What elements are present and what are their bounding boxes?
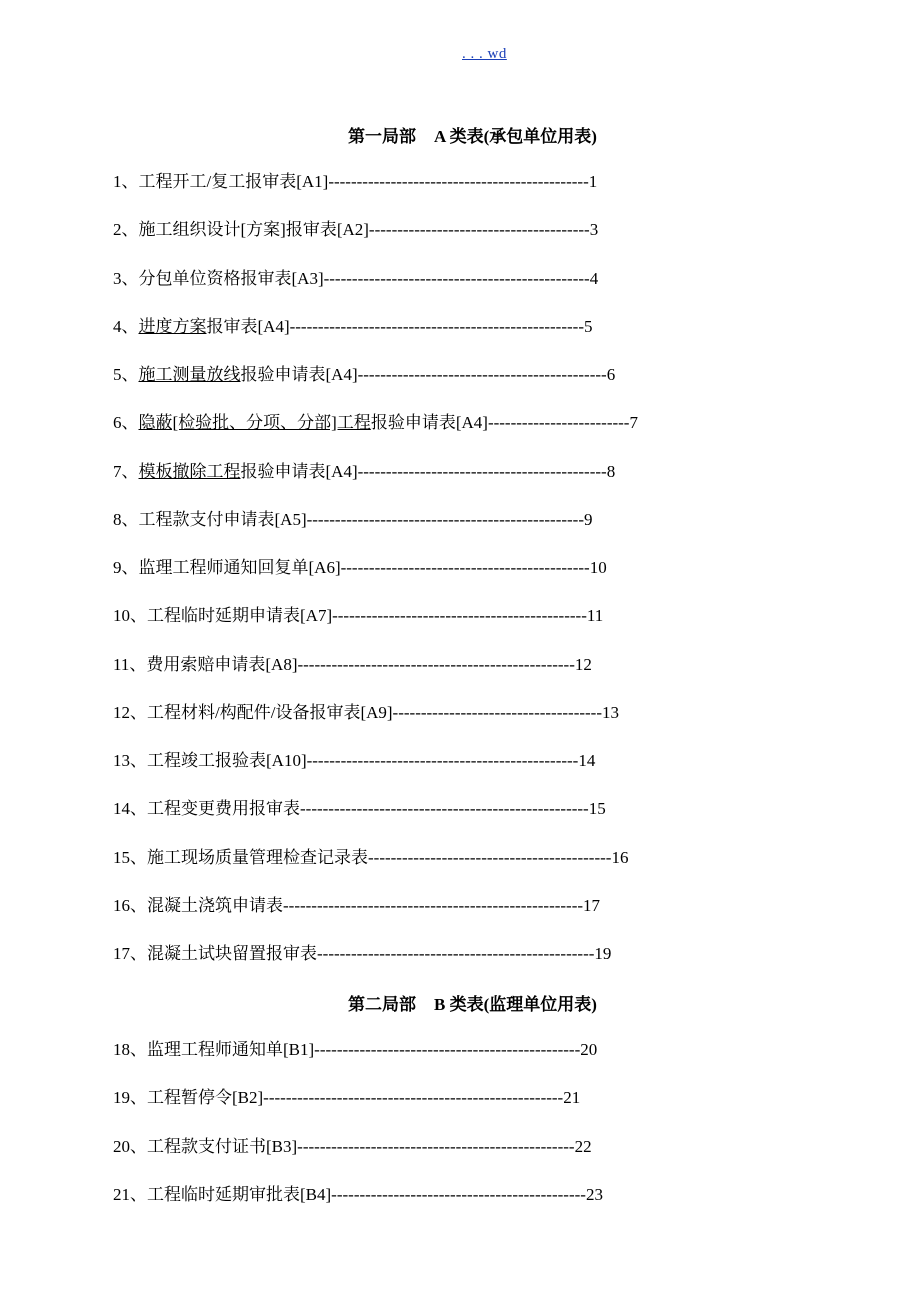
toc-page-number: 12 <box>574 654 592 674</box>
toc-entry-title: 工程临时延期申请表[A7] <box>147 606 333 626</box>
section-part-label: 第二局部 <box>348 995 416 1014</box>
toc-entry[interactable] <box>113 944 611 964</box>
toc-entry-number: 18、 <box>113 1040 147 1059</box>
toc-page-number: 15 <box>588 799 606 819</box>
toc-entry-title: 施工组织设计[方案]报审表[A2] <box>138 220 369 240</box>
toc-page-number: 16 <box>611 847 629 867</box>
toc-leader: -------------------------------------------- <box>340 558 590 577</box>
section-category-label: A 类表(承包单位用表) <box>434 127 597 146</box>
toc-entry-number: 4、 <box>113 316 139 336</box>
toc-entry-number: 21、 <box>113 1184 147 1204</box>
toc-entry[interactable] <box>113 365 615 385</box>
toc-leader: ---------------------------------------------- <box>328 172 589 191</box>
toc-entry-title: 报验申请表[A4] <box>370 413 488 433</box>
toc-entry-title: 分包单位资格报审表[A3] <box>138 268 324 288</box>
toc-entry-title: 隐蔽[检验批、分项、分部]工程 <box>138 413 371 433</box>
header-mark[interactable]: . . . wd <box>462 46 507 62</box>
toc-entry[interactable] <box>113 606 603 626</box>
toc-leader: ------------------------------------------- <box>368 847 612 867</box>
toc-leader: ------------------------------------------------ <box>306 751 579 770</box>
toc-entry-number: 15、 <box>113 847 147 867</box>
toc-page-number: 5 <box>584 316 593 336</box>
toc-entry-number: 10、 <box>113 606 147 626</box>
toc-page-number: 7 <box>629 413 638 433</box>
toc-entry-number: 1、 <box>113 172 139 191</box>
toc-entry-title: 工程暂停令[B2] <box>147 1088 264 1108</box>
toc-page-number: 8 <box>606 461 616 481</box>
toc-leader: ----------------------------------------------- <box>314 1040 581 1059</box>
toc-leader: ---------------------------------------------------- <box>289 316 584 336</box>
toc-entry-number: 7、 <box>113 461 139 481</box>
toc-entry-title: 工程竣工报验表[A10] <box>147 751 307 770</box>
toc-entry-number: 19、 <box>113 1088 147 1108</box>
toc-entry[interactable] <box>113 799 606 819</box>
toc-entry-number: 9、 <box>113 558 139 577</box>
toc-entry-title: 施工测量放线 <box>138 365 241 384</box>
toc-entry[interactable] <box>113 510 593 530</box>
toc-entry[interactable] <box>113 703 619 723</box>
toc-leader: ----------------------------------------------------- <box>283 895 584 915</box>
toc-entry-title: 工程变更费用报审表 <box>147 799 300 819</box>
toc-entry[interactable] <box>113 413 638 433</box>
toc-entry[interactable] <box>113 751 595 771</box>
toc-entry[interactable] <box>113 558 607 578</box>
toc-entry-title: 模板撤除工程 <box>138 461 241 481</box>
toc-entry-title: 监理工程师通知单[B1] <box>147 1040 315 1059</box>
toc-page-number: 4 <box>589 268 599 288</box>
toc-entry-number: 3、 <box>113 268 139 288</box>
section-part-label: 第一局部 <box>348 127 416 146</box>
toc-entry[interactable] <box>113 655 592 675</box>
toc-page-number: 13 <box>602 702 620 722</box>
toc-leader: ------------------------------------------------- <box>297 654 575 674</box>
toc-entry-number: 17、 <box>113 944 147 963</box>
toc-entry[interactable] <box>113 1185 603 1205</box>
toc-leader: ----------------------------------------------- <box>323 268 590 288</box>
toc-entry-number: 12、 <box>113 702 147 722</box>
toc-entry-title: 混凝土试块留置报审表 <box>147 944 317 963</box>
toc-entry[interactable] <box>113 269 598 289</box>
toc-entry-title: 混凝土浇筑申请表 <box>147 895 283 915</box>
toc-entry[interactable] <box>113 317 593 337</box>
toc-page-number: 22 <box>574 1136 592 1156</box>
toc-page-number: 1 <box>588 172 598 191</box>
toc-entry-title: 进度方案 <box>138 316 207 336</box>
toc-page-number: 3 <box>589 220 599 240</box>
toc-entry-number: 5、 <box>113 365 139 384</box>
toc-leader: ------------------------------------------------- <box>317 944 595 963</box>
toc-leader: -------------------------------------------- <box>357 461 607 481</box>
toc-entry-title: 报审表[A4] <box>206 316 290 336</box>
toc-entry-title: 监理工程师通知回复单[A6] <box>138 558 341 577</box>
toc-page-number: 9 <box>584 509 593 529</box>
toc-entry[interactable] <box>113 462 615 482</box>
toc-entry-number: 6、 <box>113 413 139 433</box>
toc-page-number: 14 <box>578 751 596 770</box>
toc-leader: ------------------------------------- <box>392 702 603 722</box>
toc-entry[interactable] <box>113 172 597 192</box>
toc-entry-number: 8、 <box>113 509 139 529</box>
toc-entry[interactable] <box>113 1088 580 1108</box>
toc-entry-title: 报验申请表[A4] <box>240 461 358 481</box>
toc-entry-title: 费用索赔申请表[A8] <box>146 654 298 674</box>
toc-leader: ----------------------------------------------------- <box>263 1088 564 1108</box>
toc-entry-title: 工程材料/构配件/设备报审表[A9] <box>147 702 393 722</box>
toc-entry-number: 16、 <box>113 895 147 915</box>
toc-page-number: 6 <box>606 365 616 384</box>
toc-leader: --------------------------------------------------- <box>300 799 589 819</box>
toc-entry-number: 2、 <box>113 220 139 240</box>
toc-entry-title: 工程临时延期审批表[B4] <box>147 1184 332 1204</box>
toc-page-number: 20 <box>580 1040 598 1059</box>
toc-page-number: 19 <box>594 944 612 963</box>
section-title <box>348 122 597 147</box>
toc-entry-title: 工程开工/复工报审表[A1] <box>138 172 329 191</box>
toc-entry[interactable] <box>113 1040 597 1060</box>
toc-leader: ------------------------------------------------- <box>306 509 585 529</box>
toc-entry-number: 13、 <box>113 751 147 770</box>
toc-page-number: 10 <box>589 558 607 577</box>
section-category-label: B 类表(监理单位用表) <box>434 995 597 1014</box>
toc-page-number: 23 <box>585 1184 603 1204</box>
toc-leader: --------------------------------------- <box>368 220 590 240</box>
toc-page-number: 21 <box>563 1088 581 1108</box>
section-title <box>348 990 597 1015</box>
toc-entry-title: 施工现场质量管理检查记录表 <box>147 847 368 867</box>
toc-entry-number: 20、 <box>113 1136 147 1156</box>
toc-leader: ------------------------------------------------- <box>297 1136 575 1156</box>
toc-entry-number: 14、 <box>113 799 147 819</box>
toc-entry[interactable] <box>113 848 628 868</box>
toc-page-number: 11 <box>586 606 604 626</box>
toc-entry[interactable] <box>113 220 598 240</box>
toc-entry[interactable] <box>113 896 600 916</box>
toc-entry-title: 工程款支付证书[B3] <box>147 1136 298 1156</box>
toc-leader: ------------------------- <box>487 413 630 433</box>
toc-leader: -------------------------------------------- <box>357 365 607 384</box>
toc-entry-title: 报验申请表[A4] <box>240 365 358 384</box>
toc-entry-number: 11、 <box>113 654 147 674</box>
toc-leader: --------------------------------------------- <box>331 1184 586 1204</box>
toc-page-number: 17 <box>583 895 601 915</box>
toc-entry-title: 工程款支付申请表[A5] <box>138 509 307 529</box>
toc-entry[interactable] <box>113 1137 592 1157</box>
toc-leader: --------------------------------------------- <box>332 606 587 626</box>
